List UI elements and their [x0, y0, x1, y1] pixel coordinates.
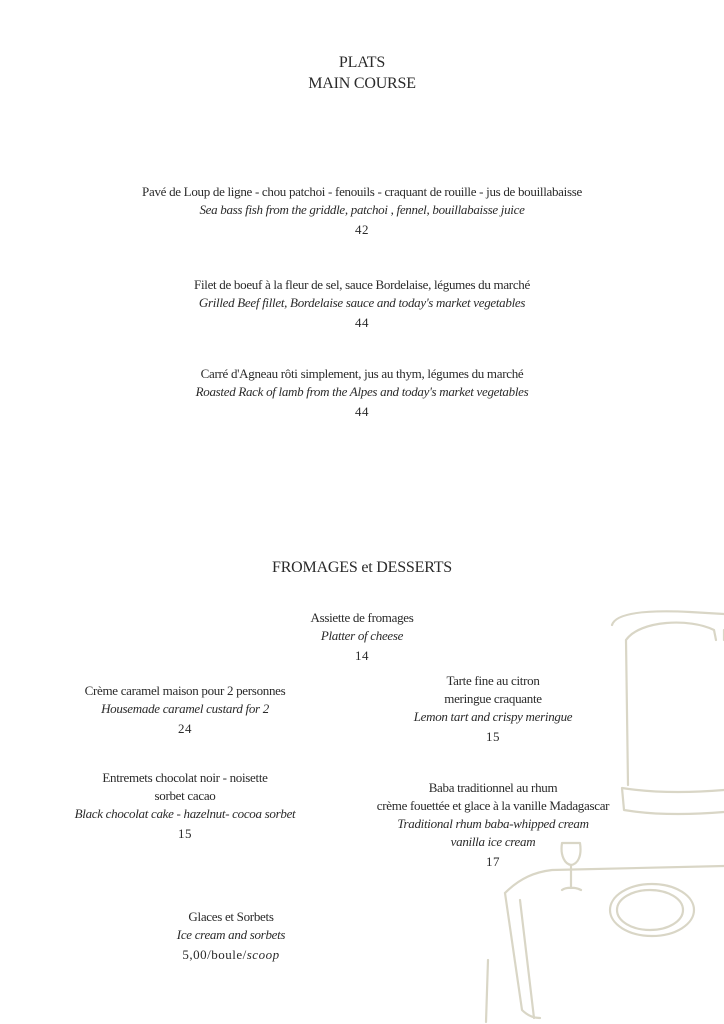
item-name-fr-2: crème fouettée et glace à la vanille Madagascar: [376, 798, 610, 813]
item-name-fr: Assiette de fromages: [310, 610, 414, 625]
table-leg-line: [520, 900, 534, 1018]
item-name-fr: Glaces et Sorbets: [188, 909, 274, 924]
table-leg-left: [486, 960, 488, 1022]
item-name-fr-2: meringue craquante: [444, 691, 542, 706]
menu-item-baba: [350, 779, 636, 871]
item-price: 17: [486, 854, 500, 869]
menu-item-lemon-tart: [360, 672, 626, 746]
item-name-en: Ice cream and sorbets: [176, 927, 286, 942]
desserts-title: FROMAGES et DESSERTS: [272, 559, 452, 576]
menu-item-caramel: [40, 682, 330, 738]
plate: [610, 884, 694, 936]
menu-item-ice-cream: [100, 908, 362, 964]
item-price: 15: [178, 826, 192, 841]
item-name-en: Black chocolat cake - hazelnut- cocoa sorbet: [74, 806, 296, 821]
item-price-unit-en: scoop: [246, 947, 280, 962]
item-name-fr-2: sorbet cacao: [154, 788, 216, 803]
item-price: [100, 946, 362, 964]
menu-item-beef: [60, 276, 664, 332]
item-name-fr: Entremets chocolat noir - noisette: [102, 770, 268, 785]
main-course-title-fr: PLATS: [338, 54, 386, 71]
menu-item-sea-bass: [60, 183, 664, 239]
item-name-en: Housemade caramel custard for 2: [101, 701, 269, 716]
item-price: 14: [355, 648, 369, 663]
item-name-en: Platter of cheese: [320, 628, 404, 643]
item-price: 44: [355, 315, 369, 330]
main-course-title: [0, 52, 724, 94]
item-name-fr: Baba traditionnel au rhum: [428, 780, 558, 795]
item-name-fr: Crème caramel maison pour 2 personnes: [84, 683, 286, 698]
item-price: 24: [178, 721, 192, 736]
item-name-fr: Carré d'Agneau rôti simplement, jus au thym, légumes du marché: [200, 366, 524, 381]
menu-item-lamb: [60, 365, 664, 421]
item-price: 15: [486, 729, 500, 744]
menu-item-cheese: [220, 609, 504, 665]
plate-rim: [617, 890, 683, 930]
item-name-en: Sea bass fish from the griddle, patchoi , fennel, bouillabaisse juice: [199, 202, 525, 217]
chef-hat-top: [612, 611, 724, 625]
main-course-title-en: MAIN COURSE: [308, 75, 416, 92]
item-name-fr: Tarte fine au citron: [446, 673, 540, 688]
item-name-en-2: vanilla ice cream: [450, 834, 536, 849]
item-price-value: 5,00/boule/: [182, 947, 247, 962]
item-price: 44: [355, 404, 369, 419]
menu-item-chocolate: [40, 769, 330, 843]
item-name-en: Grilled Beef fillet, Bordelaise sauce and today's market vegetables: [198, 295, 526, 310]
item-name-en: Roasted Rack of lamb from the Alpes and today's market vegetables: [195, 384, 529, 399]
chef-hat-outline: [622, 623, 724, 814]
table-edge: [505, 893, 540, 1018]
item-name-en: Lemon tart and crispy meringue: [413, 709, 573, 724]
item-name-fr: Pavé de Loup de ligne - chou patchoi - fenouils - craquant de rouille - jus de bouillabaisse: [142, 184, 582, 199]
item-name-en: Traditional rhum baba-whipped cream: [397, 816, 589, 831]
item-price: 42: [355, 222, 369, 237]
item-name-fr: Filet de boeuf à la fleur de sel, sauce Bordelaise, légumes du marché: [194, 277, 530, 292]
